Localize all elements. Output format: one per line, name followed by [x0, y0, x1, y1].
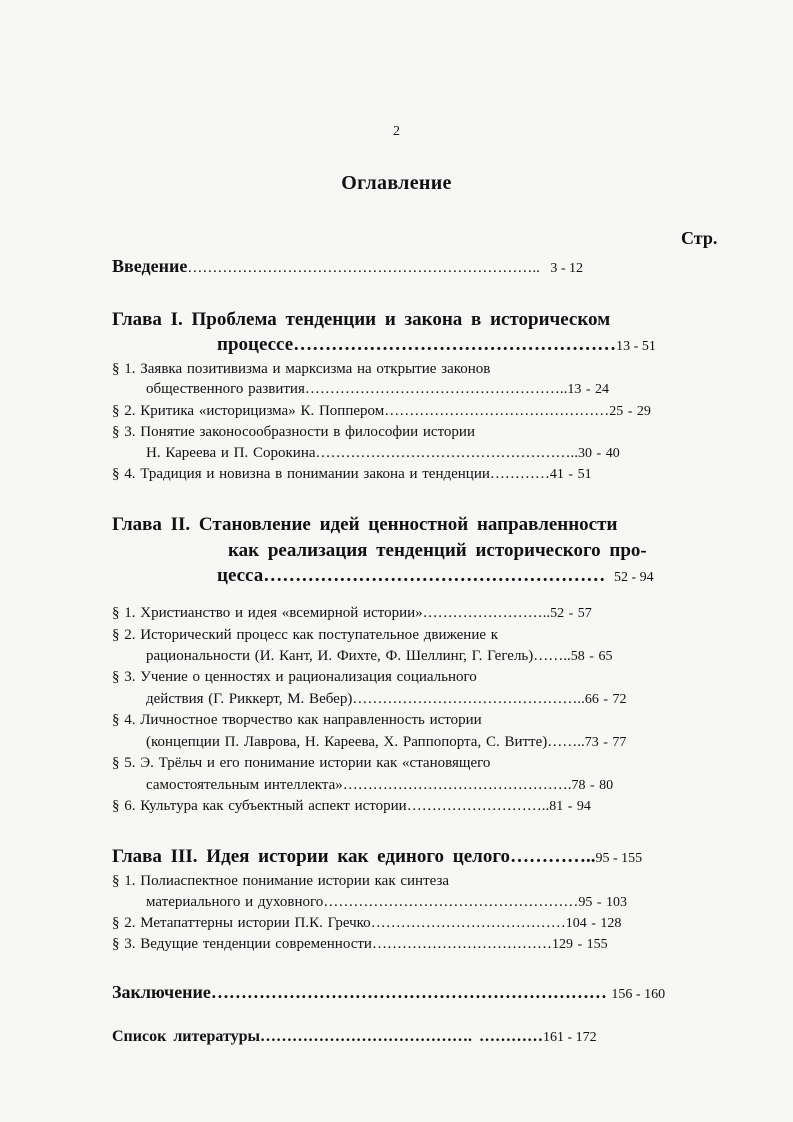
page-range: 25 - 29	[609, 404, 651, 419]
leader-dots: ……………………………………………	[293, 334, 617, 355]
toc-section-1-3-cont[interactable]	[146, 445, 620, 462]
toc-entry-introduction[interactable]	[112, 256, 583, 277]
section-title: самостоятельным интеллекта»	[146, 777, 343, 793]
page-range: 104 - 128	[565, 916, 622, 931]
page-range: 156 - 160	[611, 987, 666, 1002]
entry-label: Заключение	[112, 982, 211, 1002]
leader-dots: …………………………………………………………	[210, 982, 607, 1002]
page-range: 95 - 155	[595, 851, 643, 866]
page-range: 95 - 103	[578, 895, 627, 910]
leader-dots: …………	[489, 466, 550, 482]
leader-dots: ………………………..	[406, 798, 550, 814]
section-title: § 4. Личностное творчество как направленность истории	[112, 712, 482, 728]
toc-section-2-3-cont[interactable]	[146, 691, 626, 708]
page-range: 78 - 80	[571, 778, 614, 793]
toc-section-2-2[interactable]	[112, 627, 498, 644]
section-title: Н. Кареева и П. Сорокина	[146, 445, 316, 461]
section-title: § 2. Исторический процесс как поступательное движение к	[112, 627, 499, 643]
section-title: § 5. Э. Трёльч и его понимание истории как «становящего	[112, 755, 491, 771]
pages-column-label: Стр.	[681, 228, 718, 248]
leader-dots: ……………………………………………..	[315, 445, 579, 461]
page-range: 52 - 57	[550, 606, 592, 621]
toc-section-3-1[interactable]	[112, 873, 449, 890]
leader-dots: …………..	[509, 846, 596, 867]
chapter-title-line: Глава I. Проблема тенденции и закона в историческом	[112, 309, 611, 330]
section-title: § 1. Полиаспектное понимание истории как синтеза	[112, 873, 450, 889]
chapter-title-line: цесса	[217, 565, 264, 586]
leader-dots: ……………………………………………	[323, 894, 579, 910]
leader-dots: ……………………………………………………………..	[187, 260, 540, 276]
toc-entry-literature[interactable]	[112, 1028, 597, 1046]
page-range: 81 - 94	[549, 799, 591, 814]
toc-section-2-4[interactable]	[112, 712, 482, 729]
toc-section-2-6[interactable]	[112, 798, 591, 815]
leader-dots: ………………………………………	[384, 403, 610, 419]
toc-chapter-1-heading-cont[interactable]	[217, 334, 656, 356]
leader-dots: ………………………………	[371, 936, 552, 952]
page-range: 52 - 94	[613, 570, 654, 585]
section-title: § 1. Христианство и идея «всемирной истории»	[112, 605, 423, 621]
leader-dots: ……..	[547, 734, 585, 750]
toc-section-1-1-cont[interactable]	[146, 381, 609, 398]
section-title: общественного развития	[146, 381, 305, 397]
leader-dots: ………………………………………..	[352, 691, 585, 707]
toc-section-3-3[interactable]	[112, 936, 608, 953]
page-range: 41 - 51	[549, 467, 592, 482]
page-title: Оглавление	[341, 172, 452, 194]
section-title: рациональности (И. Кант, И. Фихте, Ф. Шеллинг, Г. Гегель)	[146, 648, 534, 664]
page-range: 13 - 24	[567, 382, 610, 397]
toc-entry-conclusion[interactable]	[112, 982, 665, 1003]
toc-section-2-4-cont[interactable]	[146, 734, 626, 751]
section-title: действия (Г. Риккерт, М. Вебер)	[146, 691, 353, 707]
page-range: 161 - 172	[543, 1030, 597, 1045]
leader-dots: ……..	[533, 648, 571, 664]
leader-dots: ……………………………………………..	[304, 381, 568, 397]
page-range: 66 - 72	[584, 692, 627, 707]
leader-dots: …………………………………. …………	[260, 1028, 543, 1045]
toc-section-1-3[interactable]	[112, 424, 475, 441]
section-title: § 1. Заявка позитивизма и марксизма на открытие законов	[112, 361, 491, 377]
page-range: 129 - 155	[551, 937, 608, 952]
toc-section-2-5-cont[interactable]	[146, 777, 613, 794]
toc-section-3-1-cont[interactable]	[146, 894, 627, 911]
toc-chapter-3-heading[interactable]	[112, 846, 642, 868]
entry-label: Введение	[112, 256, 188, 276]
chapter-title-line: Глава III. Идея истории как единого целого	[112, 846, 510, 867]
toc-section-2-3[interactable]	[112, 669, 477, 686]
toc-section-1-2[interactable]	[112, 403, 651, 420]
page-range: 13 - 51	[616, 339, 656, 354]
toc-section-1-4[interactable]	[112, 466, 592, 483]
leader-dots: …………………………………	[370, 915, 566, 931]
toc-chapter-2-heading-cont[interactable]	[228, 540, 647, 562]
chapter-title-line: процессе	[217, 334, 294, 355]
leader-dots: ……………………..	[422, 605, 551, 621]
section-title: § 3. Ведущие тенденции современности	[112, 936, 372, 952]
toc-section-2-2-cont[interactable]	[146, 648, 612, 665]
page-range: 58 - 65	[570, 649, 613, 664]
toc-chapter-2-heading[interactable]	[112, 514, 617, 536]
section-title: § 3. Учение о ценностях и рационализация социального	[112, 669, 477, 685]
section-title: материального и духовного	[146, 894, 324, 910]
section-title: § 4. Традиция и новизна в понимании закона и тенденции	[112, 466, 490, 482]
page-range: 30 - 40	[578, 446, 620, 461]
toc-chapter-1-heading[interactable]	[112, 309, 610, 331]
chapter-title-line: Глава II. Становление идей ценностной направленности	[112, 514, 618, 535]
section-title: § 2. Критика «историцизма» К. Поппером	[112, 403, 385, 419]
section-title: (концепции П. Лаврова, Н. Кареева, Х. Раппопорта, С. Витте)	[146, 734, 548, 750]
section-title: § 3. Понятие законосообразности в философии истории	[112, 424, 475, 440]
toc-section-2-1[interactable]	[112, 605, 592, 622]
page-range: 3 - 12	[550, 261, 583, 276]
page-range: 73 - 77	[584, 735, 627, 750]
toc-chapter-2-heading-cont2[interactable]	[217, 565, 654, 587]
toc-section-1-1[interactable]	[112, 361, 490, 378]
leader-dots: ………………………………………………	[263, 565, 606, 586]
chapter-title-line: как реализация тенденций исторического про-	[228, 540, 647, 561]
entry-label: Список литературы	[112, 1028, 260, 1045]
toc-section-2-5[interactable]	[112, 755, 490, 772]
section-title: § 6. Культура как субъектный аспект истории	[112, 798, 407, 814]
section-title: § 2. Метапаттерны истории П.К. Гречко	[112, 915, 371, 931]
leader-dots: ……………………………………….	[342, 777, 572, 793]
toc-section-3-2[interactable]	[112, 915, 621, 932]
page-number: 2	[393, 124, 400, 139]
